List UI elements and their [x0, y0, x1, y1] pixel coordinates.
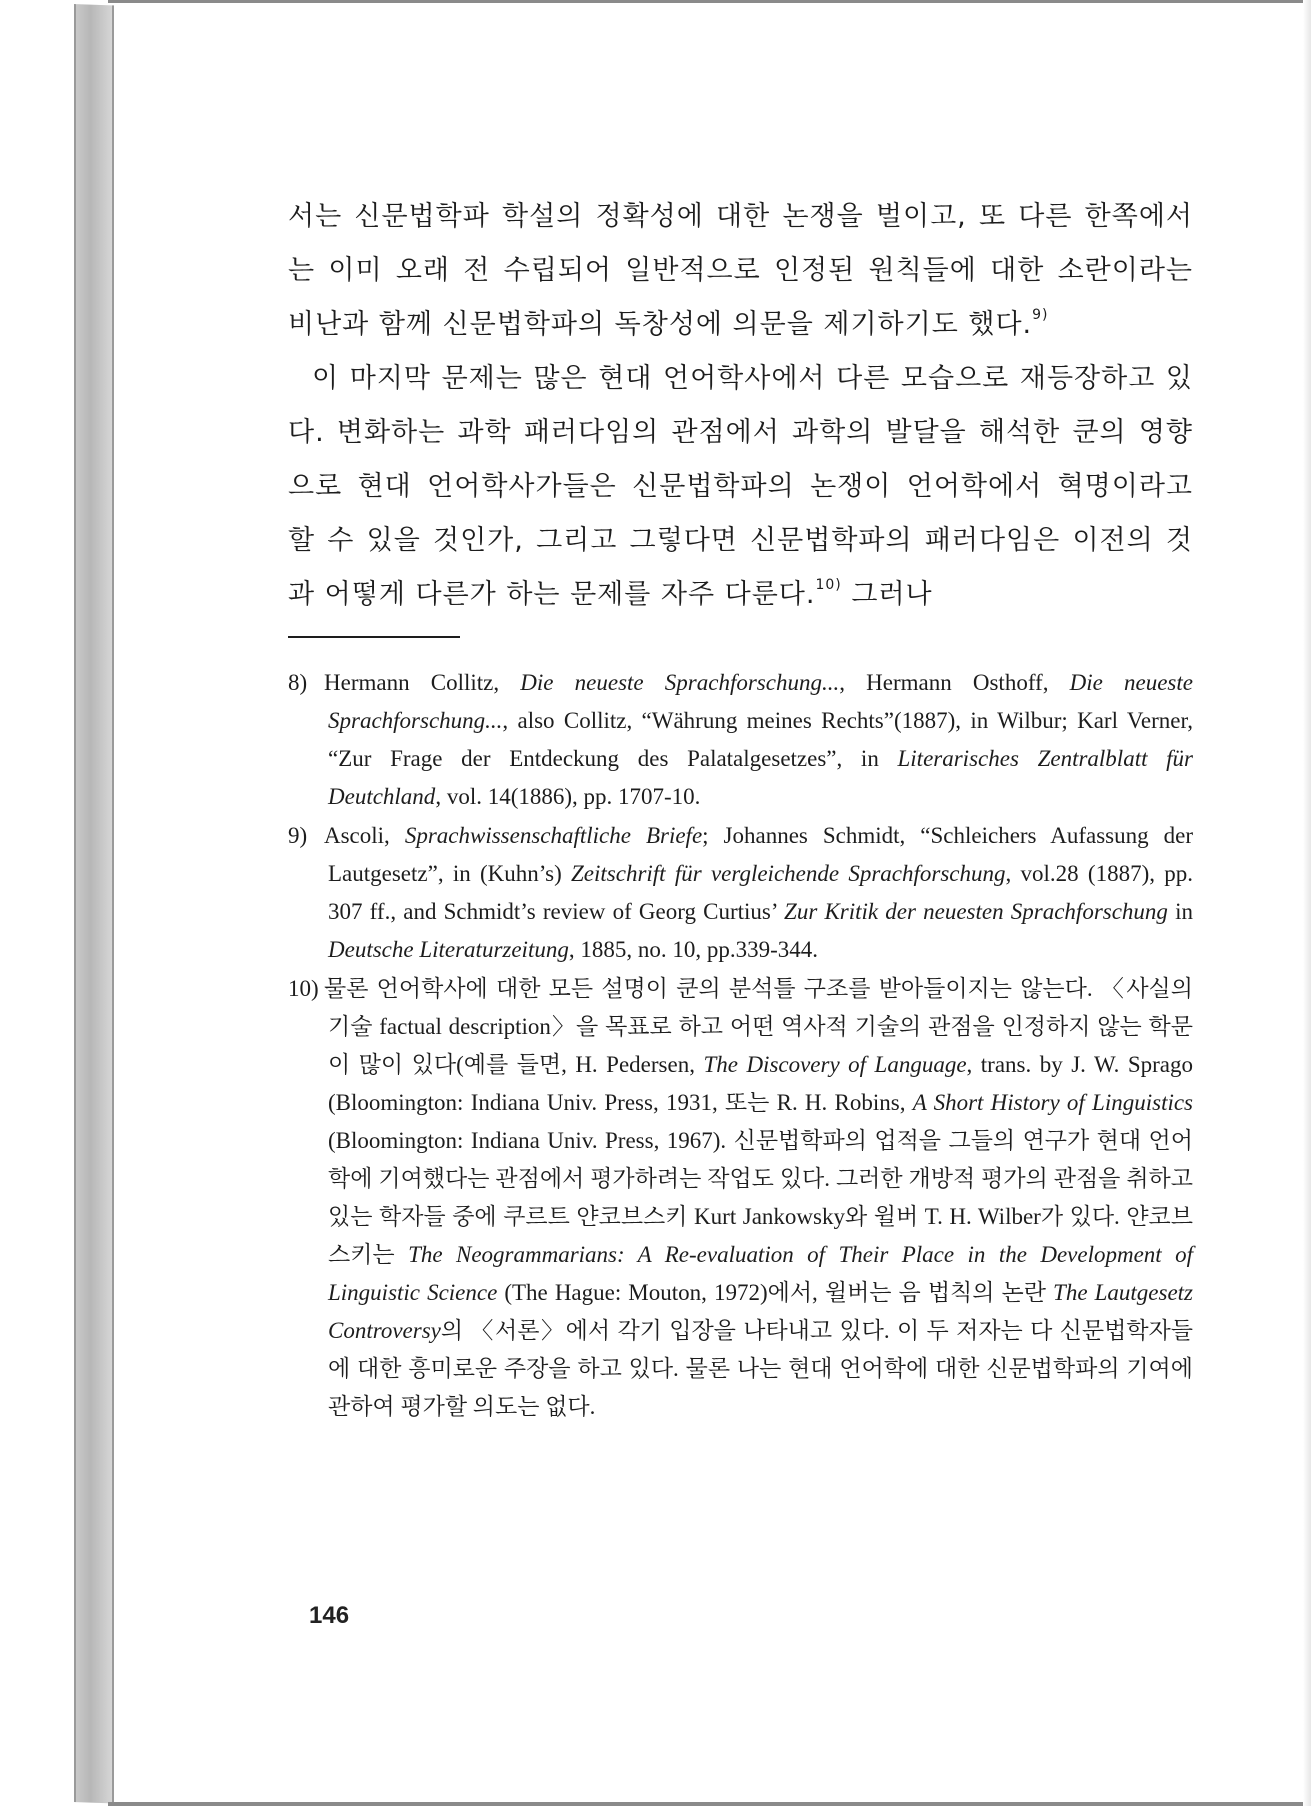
footnote-text: , Hermann Osthoff,	[839, 670, 1070, 695]
footnote-text: , vol.28 (1887), pp. 307 ff., and Schmidt’s review of Georg Curtius’	[328, 861, 1193, 924]
footnote-8	[288, 664, 1193, 816]
footnote-title: Zeitschrift für vergleichende Sprachforschung	[571, 861, 1006, 886]
footnote-text: , trans. by J. W. Sprago (Bloomington: Indiana Univ. Press, 1931, 또는 R. H. Robins,	[328, 1052, 1193, 1115]
footnote-10	[288, 970, 1193, 1426]
footnote-title: The Neogrammarians: A Re-evaluation of Their Place in the Development of Linguistic Science	[328, 1242, 1193, 1305]
footnote-text: , vol. 14(1886), pp. 1707-10.	[435, 784, 701, 809]
paragraph-1-text: 서는 신문법학파 학설의 정확성에 대한 논쟁을 벌이고, 또 다른 한쪽에서는 이미 오래 전 수립되어 일반적으로 인정된 원칙들에 대한 소란이라는 비난과 함께 신문법학파의 독창성에 의문을 제기하기도 했다.	[288, 201, 1193, 340]
footnote-text: , 1885, no. 10, pp.339-344.	[568, 937, 819, 962]
paragraph-2-text: 이 마지막 문제는 많은 현대 언어학사에서 다른 모습으로 재등장하고 있다. 변화하는 과학 패러다임의 관점에서 과학의 발달을 해석한 쿤의 영향으로 현대 언어학사가들은 신문법학파의 논쟁이 언어학에서 혁명이라고 할 수 있을 것인가, 그리고 그렇다면 신문법학파의 패러다임은 이전의 것과 어떻게 다른가 하는 문제를 자주 다룬다.	[288, 363, 1193, 610]
footnote-title: Die neueste Sprachforschung...	[328, 670, 1193, 733]
footnote-title: Deutsche Literaturzeitung	[328, 937, 569, 962]
footnote-title: The Lautgesetz Controversy	[328, 1280, 1193, 1343]
page-edge-bottom	[108, 1802, 1311, 1806]
footnote-title: Literarisches Zentralblatt für Deutchland	[328, 746, 1193, 809]
footnote-title: The Discovery of Language	[703, 1052, 967, 1077]
footnote-title: Sprachwissenschaftliche Briefe	[404, 823, 703, 848]
footnote-text: in	[1167, 899, 1194, 924]
page-edge-right	[1303, 0, 1311, 1806]
paragraph-2-tail: 그러나	[851, 579, 933, 610]
footnote-text: , also Collitz, “Währung meines Rechts”(1887), in Wilbur; Karl Verner, “Zur Frage der Entdeckung des Palatalgesetzes”, in	[328, 708, 1193, 771]
footnote-title: Die neueste Sprachforschung...	[520, 670, 840, 695]
book-spine	[74, 4, 114, 1803]
footnote-text: Hermann Collitz,	[324, 670, 521, 695]
footnote-9	[288, 817, 1193, 969]
footnote-text: ; Johannes Schmidt, “Schleichers Aufassung der Lautgesetz”, in (Kuhn’s)	[328, 823, 1193, 886]
page-number: 146	[309, 1602, 350, 1629]
footnote-title: A Short History of Linguistics	[912, 1090, 1194, 1115]
footnote-number: 10)	[288, 976, 319, 1001]
footnote-title: Zur Kritik der neuesten Sprachforschung	[784, 899, 1168, 924]
body-paragraph-2	[288, 352, 1193, 622]
footnote-text: (The Hague: Mouton, 1972)에서, 윌버는 음 법칙의 논란	[497, 1280, 1054, 1305]
footnote-text: 의 〈서론〉에서 각기 입장을 나타내고 있다. 이 두 저자는 다 신문법학자들에 대한 흥미로운 주장을 하고 있다. 물론 나는 현대 언어학에 대한 신문법학파의 기여에 관하여 평가할 의도는 없다.	[328, 1318, 1193, 1419]
body-paragraph-1	[288, 190, 1193, 352]
footnote-text: Ascoli,	[324, 823, 405, 848]
footnote-divider	[288, 636, 460, 638]
footnote-ref-9[interactable]: 9)	[1032, 307, 1049, 323]
footnote-text: 물론 언어학사에 대한 모든 설명이 쿤의 분석틀 구조를 받아들이지는 않는다. 〈사실의 기술 factual description〉을 목표로 하고 어떤 역사적 기술의 관점을 인정하지 않는 학문이 많이 있다(예를 들면, H. Pedersen,	[324, 976, 1193, 1077]
footnote-number: 9)	[288, 823, 308, 848]
footnote-ref-10[interactable]: 10)	[815, 577, 842, 593]
page-content	[288, 190, 1193, 1427]
footnote-number: 8)	[288, 670, 308, 695]
page-edge-top	[108, 0, 1311, 3]
footnote-text: (Bloomington: Indiana Univ. Press, 1967). 신문법학파의 업적을 그들의 연구가 현대 언어학에 기여했다는 관점에서 평가하려는 작업도 있다. 그러한 개방적 평가의 관점을 취하고 있는 학자들 중에 쿠르트 얀코브스키 Kurt Jankowsky와 윌버 T. H. Wilber가 있다. 얀코브스키는	[328, 1128, 1193, 1267]
